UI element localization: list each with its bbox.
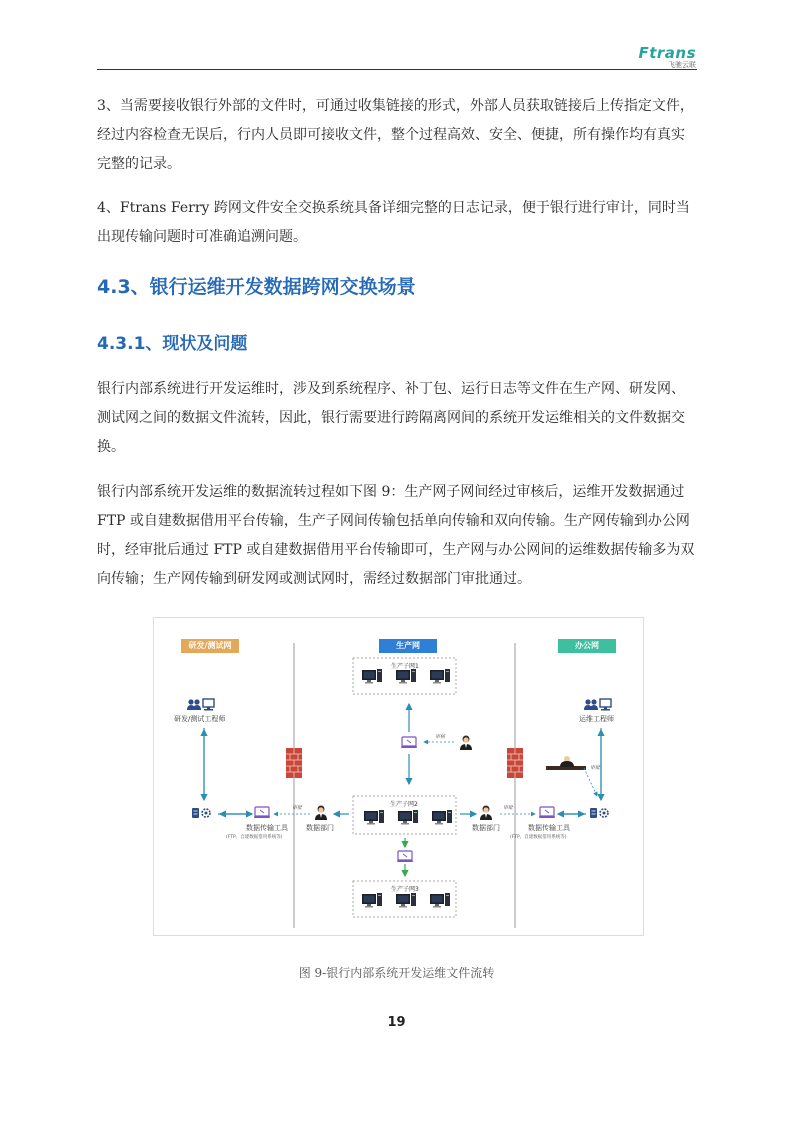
approver-icon [460, 736, 472, 751]
firewall-right-icon [507, 748, 523, 778]
computer-icon [377, 893, 382, 906]
logo-subtitle: 飞驰云联 [668, 61, 696, 69]
header-divider [97, 69, 697, 70]
computer-icon [432, 811, 446, 825]
laptop-icon [254, 807, 270, 818]
data-flow-diagram [153, 617, 644, 936]
computer-icon [396, 894, 410, 908]
tool-right-label: 数据传输工具 [528, 824, 570, 832]
laptop-icon [401, 737, 417, 748]
paragraph-4: 4、Ftrans Ferry 跨网文件安全交换系统具备详细完整的日志记录，便于银行进行审计，同时当出现传输问题时可准确追溯问题。 [97, 200, 690, 245]
subnet1-title: 生产子网1 [391, 663, 419, 670]
paragraph-3: 3、当需要接收银行外部的文件时，可通过收集链接的形式，外部人员获取链接后上传指定文件，经过内容检查无误后，行内人员即可接收文件，整个过程高效、安全、便捷，所有操作均有真实完整的记录。 [97, 98, 694, 172]
computer-icon [362, 894, 376, 908]
paragraph-status: 银行内部系统进行开发运维时，涉及到系统程序、补丁包、运行日志等文件在生产网、研发网、测试网之间的数据文件流转，因此，银行需要进行跨隔离网间的系统开发运维相关的文件数据交换。 [97, 381, 685, 455]
dev-engineer-label: 研发/测试工程师 [174, 715, 226, 723]
engineer-icon [584, 699, 611, 711]
tool-left-sublabel: (FTP、自建数据借用系统等) [226, 835, 283, 840]
computer-icon [430, 894, 444, 908]
computer-icon [377, 669, 382, 682]
zone-label-dev-test: 研发/测试网 [181, 639, 239, 653]
computer-icon [430, 670, 444, 684]
subnet2-title: 生产子网2 [390, 801, 418, 808]
dept-right-label: 数据部门 [472, 824, 500, 832]
engineer-icon [187, 699, 214, 711]
approver-icon [480, 806, 492, 821]
computer-icon [379, 810, 384, 823]
server-icon [590, 808, 608, 818]
header-logo [638, 46, 696, 69]
figure-caption: 图 9-银行内部系统开发运维文件流转 [298, 966, 495, 980]
computer-icon [445, 893, 450, 906]
approve-label: 审批 [292, 805, 303, 811]
approve-label: 审批 [590, 765, 601, 771]
tool-right-sublabel: (FTP、自建数据借用系统等) [510, 835, 567, 840]
tool-left-label: 数据传输工具 [246, 824, 288, 832]
server-icon [192, 808, 210, 818]
dept-left-label: 数据部门 [306, 824, 334, 832]
zone-label-production: 生产网 [379, 639, 437, 653]
computer-icon [411, 669, 416, 682]
zone-label-office: 办公网 [558, 639, 616, 653]
subsection-heading-4-3-1: 4.3.1、现状及问题 [97, 334, 248, 354]
ops-engineer-label: 运维工程师 [579, 715, 614, 723]
computer-icon [413, 810, 418, 823]
section-heading-4-3: 4.3、银行运维开发数据跨网交换场景 [97, 276, 416, 298]
approve-label: 审批 [503, 805, 514, 811]
subnet3-title: 生产子网3 [391, 886, 419, 893]
paragraph-flow: 银行内部系统开发运维的数据流转过程如下图 9：生产网子网间经过审核后，运维开发数据通过 FTP 或自建数据借用平台传输，生产子网间传输包括单向传输和双向传输。生产网传输到办公网时，经审批后通过 FTP 或自建数据借用平台传输即可，生产网与办公网间的运维数据传输多为双向传输；生产网传输到研发网或测试网时，需经过数据部门审批通过。 [97, 484, 695, 587]
computer-icon [364, 811, 378, 825]
approve-label: 审核 [435, 734, 446, 740]
approver-icon [315, 806, 327, 821]
laptop-icon [397, 851, 413, 862]
computer-icon [362, 670, 376, 684]
computer-icon [398, 811, 412, 825]
computer-icon [447, 810, 452, 823]
page-number: 19 [387, 1015, 406, 1030]
firewall-left-icon [286, 748, 302, 778]
computer-icon [396, 670, 410, 684]
computer-icon [411, 893, 416, 906]
computer-icon [445, 669, 450, 682]
laptop-icon [539, 807, 555, 818]
logo-wordmark: Ftrans [638, 44, 696, 62]
